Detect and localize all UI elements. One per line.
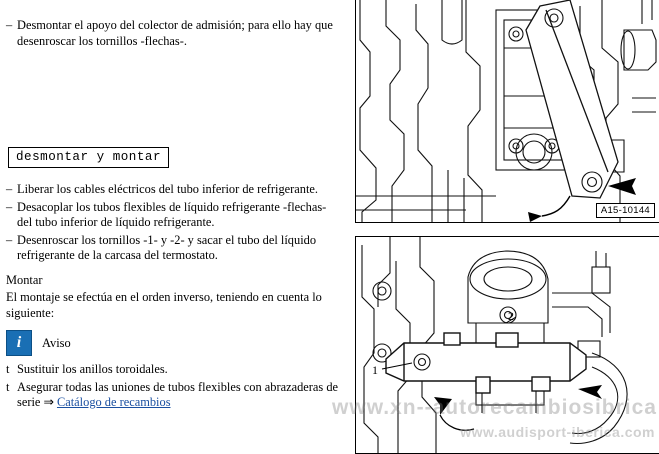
- figure-intake-manifold-support: [355, 0, 659, 223]
- list-item: [6, 200, 344, 231]
- list-item: [6, 233, 344, 264]
- figure-top-drawing: [356, 0, 659, 222]
- subheading-montar: Montar: [6, 272, 43, 287]
- catalogo-recambios-link[interactable]: Catálogo de recambios: [56, 395, 171, 409]
- figure-coolant-pipe: [355, 236, 659, 454]
- info-icon: i: [6, 330, 32, 356]
- note-bullet: t: [6, 379, 10, 394]
- bullet-dash: –: [6, 182, 13, 196]
- list-item: [6, 362, 344, 378]
- callout-2: 2: [508, 309, 514, 323]
- bullet-text: Liberar los cables eléctricos del tubo inferior de refrigerante.: [17, 182, 319, 196]
- figure-label: A15-10144: [596, 203, 655, 218]
- note-label: Aviso: [42, 335, 71, 350]
- callout-1: 1: [372, 363, 378, 377]
- note-text: Sustituir los anillos toroidales.: [17, 362, 168, 376]
- bullet-dash: –: [6, 232, 13, 247]
- montar-paragraph: El montaje se efectúa en el orden inverso, teniendo en cuenta lo siguiente:: [6, 290, 322, 320]
- section-heading: desmontar y montar: [8, 147, 169, 168]
- figure-bottom-drawing: [356, 237, 659, 453]
- column-spacer: [6, 51, 344, 147]
- bullet-dash: –: [6, 199, 13, 214]
- note-bullet: t: [6, 362, 10, 376]
- list-item: [6, 182, 344, 198]
- bullet-text: Desmontar el apoyo del colector de admisión; para ello hay que desenroscar los tornillos -flechas-.: [17, 18, 333, 48]
- bullet-text: Desacoplar los tubos flexibles de líquido refrigerante -flechas- del tubo inferior de líquido refrigerante.: [17, 199, 327, 229]
- note-block: [6, 330, 344, 356]
- list-item: [6, 18, 344, 49]
- list-item: [6, 380, 344, 411]
- watermark-primary: www.xn--autorecambiosibrica: [332, 396, 657, 419]
- watermark-secondary: www.audisport-iberica.com: [460, 424, 655, 440]
- bullet-text: Desenroscar los tornillos -1- y -2- y sacar el tubo del líquido refrigerante de la carcasa del termostato.: [17, 232, 317, 262]
- bullet-dash: –: [6, 18, 13, 32]
- note-text: Asegurar todas las uniones de tubos flexibles con abrazaderas de serie ⇒ Catálogo de recambios: [17, 379, 339, 409]
